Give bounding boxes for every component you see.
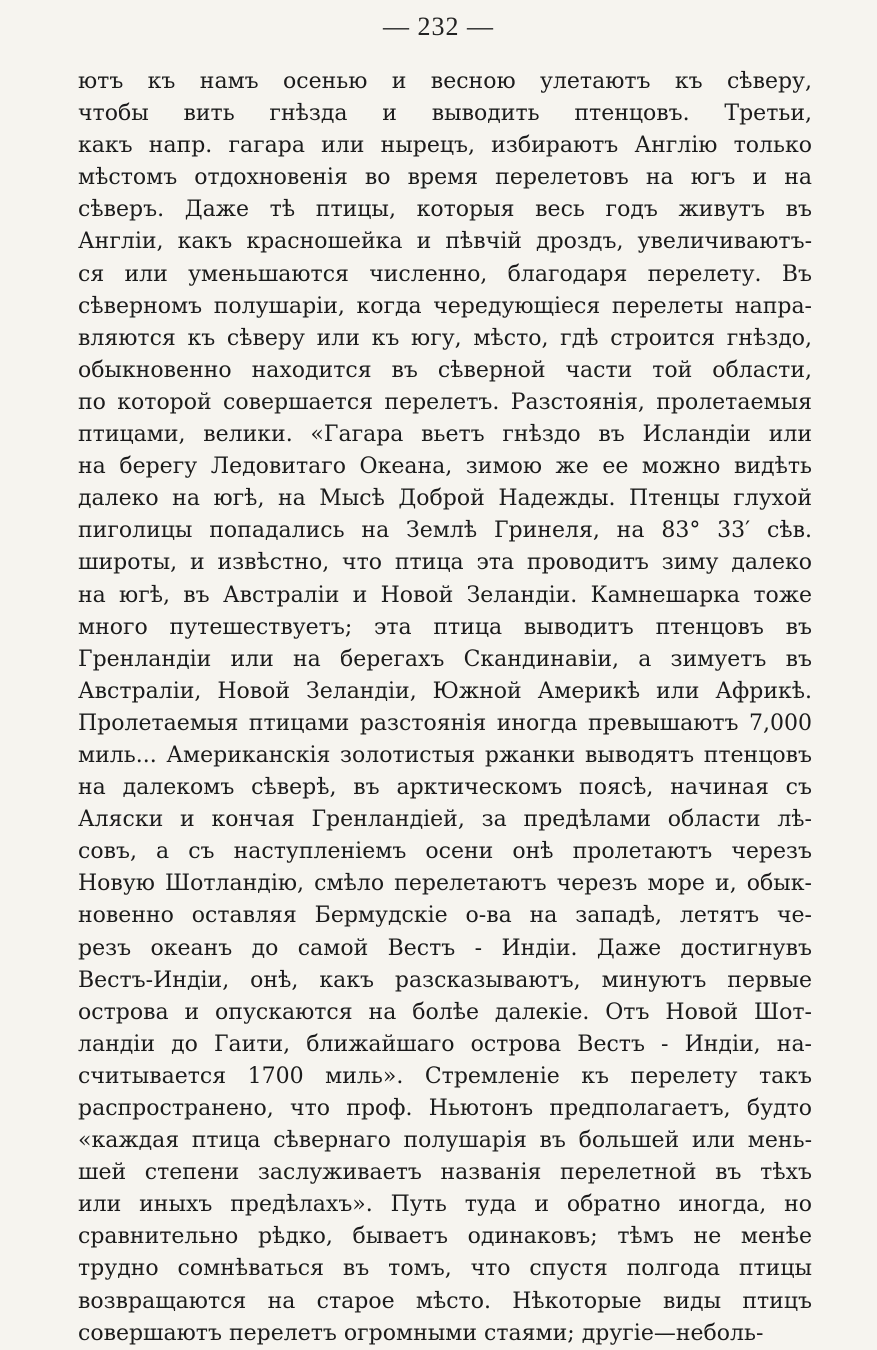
text-line: по которой совершается перелетъ. Разстоянія, пролетаемыя <box>78 389 812 415</box>
text-line: пиголицы попадались на Землѣ Гринеля, на 83° 33′ сѣв. <box>78 518 812 544</box>
text-line: шей степени заслуживаетъ названія перелетной въ тѣхъ <box>78 1160 812 1186</box>
text-line: вляются къ сѣверу или къ югу, мѣсто, гдѣ строится гнѣздо, <box>78 325 812 351</box>
text-line: на югѣ, въ Австраліи и Новой Зеландіи. Камнешарка тоже <box>78 582 812 608</box>
text-line: на далекомъ сѣверѣ, въ арктическомъ поясѣ, начиная съ <box>78 775 812 801</box>
text-line: или иныхъ предѣлахъ». Путь туда и обратно иногда, но <box>78 1192 812 1218</box>
text-line: на берегу Ледовитаго Океана, зимою же ее можно видѣть <box>78 454 812 480</box>
text-line: ся или уменьшаются численно, благодаря перелету. Въ <box>78 261 812 287</box>
text-line: далеко на югѣ, на Мысѣ Доброй Надежды. Птенцы глухой <box>78 486 812 512</box>
text-line: Австраліи, Новой Зеландіи, Южной Америкѣ или Африкѣ. <box>78 678 812 704</box>
text-line: Англіи, какъ красношейка и пѣвчій дроздъ, увеличиваютъ- <box>78 229 812 255</box>
text-line: распространено, что проф. Ньютонъ предполагаетъ, будто <box>78 1096 812 1121</box>
text-line: считывается 1700 миль». Стремленіе къ перелету такъ <box>78 1063 812 1089</box>
text-line: сѣверномъ полушаріи, когда чередующіеся перелеты напра- <box>78 293 812 319</box>
text-line: сѣверъ. Даже тѣ птицы, которыя весь годъ живутъ въ <box>78 197 812 223</box>
text-line: мѣстомъ отдохновенія во время перелетовъ на югъ и на <box>78 165 812 191</box>
text-line: сравнительно рѣдко, бываетъ одинаковъ; тѣмъ не менѣе <box>78 1224 812 1250</box>
text-line: Вестъ-Индіи, онѣ, какъ разсказываютъ, минуютъ первые <box>78 967 812 993</box>
text-line: птицами, велики. «Гагара вьетъ гнѣздо въ Исландіи или <box>78 422 812 448</box>
text-line: чтобы вить гнѣзда и выводить птенцовъ. Третьи, <box>78 101 812 127</box>
text-line: Аляски и кончая Гренландіей, за предѣлами области лѣ- <box>78 807 812 833</box>
text-line: ландіи до Гаити, ближайшаго острова Вестъ - Индіи, на- <box>78 1031 812 1057</box>
text-line: обыкновенно находится въ сѣверной части той области, <box>78 357 812 383</box>
page-number: — 232 — <box>383 12 494 41</box>
text-line: совъ, а съ наступленіемъ осени онѣ пролетаютъ черезъ <box>78 839 812 865</box>
text-line: совершаютъ перелетъ огромными стаями; другіе—неболь- <box>78 1320 764 1346</box>
text-line: Новую Шотландію, смѣло перелетаютъ черезъ море и, обык- <box>78 871 812 897</box>
text-line: резъ океанъ до самой Вестъ - Индіи. Даже достигнувъ <box>78 935 812 961</box>
text-line: острова и опускаются на болѣе далекіе. Отъ Новой Шот- <box>78 999 812 1025</box>
body-text <box>78 66 812 1350</box>
text-line: ютъ къ намъ осенью и весною улетаютъ къ сѣверу, <box>78 69 812 94</box>
text-line: новенно оставляя Бермудскіе о-ва на западѣ, летятъ че- <box>78 903 812 929</box>
text-line: возвращаются на старое мѣсто. Нѣкоторые виды птицъ <box>78 1288 812 1314</box>
text-line: Гренландіи или на берегахъ Скандинавіи, а зимуетъ въ <box>78 646 812 672</box>
text-line: Пролетаемыя птицами разстоянія иногда превышаютъ 7,000 <box>78 710 812 736</box>
text-line: миль... Американскія золотистыя ржанки выводятъ птенцовъ <box>78 742 812 768</box>
text-line: трудно сомнѣваться въ томъ, что спустя полгода птицы <box>78 1256 812 1282</box>
text-line: много путешествуетъ; эта птица выводитъ птенцовъ въ <box>78 614 812 640</box>
text-line: «каждая птица сѣвернаго полушарія въ большей или мень- <box>78 1128 812 1154</box>
text-line: какъ напр. гагара или нырецъ, избираютъ Англію только <box>78 133 812 159</box>
text-line: широты, и извѣстно, что птица эта проводитъ зиму далеко <box>78 550 812 576</box>
